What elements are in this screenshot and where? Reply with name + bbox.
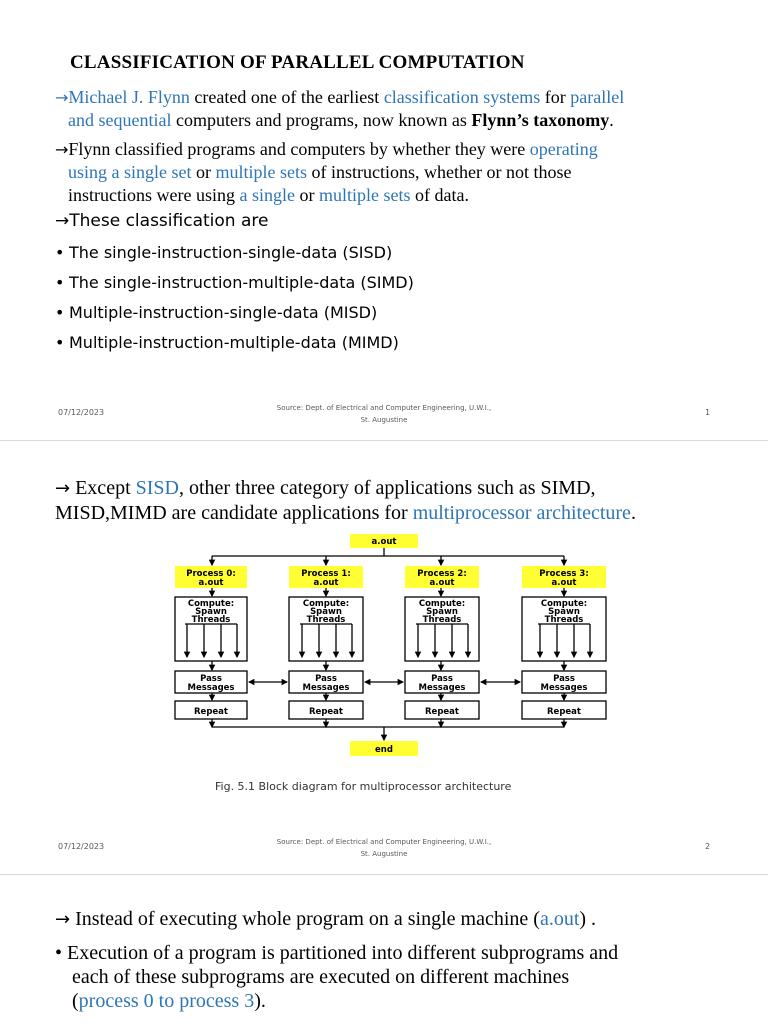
svg-text:Spawn: Spawn bbox=[310, 607, 342, 617]
svg-text:Pass: Pass bbox=[200, 674, 222, 684]
svg-text:Process 1:: Process 1: bbox=[301, 569, 351, 579]
svg-text:Messages: Messages bbox=[187, 683, 235, 693]
svg-text:Spawn: Spawn bbox=[195, 607, 227, 617]
svg-text:Compute:: Compute: bbox=[540, 599, 588, 609]
slide1-page-number: 1 bbox=[705, 408, 711, 417]
svg-text:Process 3:: Process 3: bbox=[539, 569, 589, 579]
svg-text:a.out: a.out bbox=[429, 578, 455, 588]
svg-text:Messages: Messages bbox=[302, 683, 350, 693]
slide1-date: 07/12/2023 bbox=[58, 408, 105, 417]
slide-divider bbox=[0, 440, 768, 441]
svg-text:Messages: Messages bbox=[418, 683, 466, 693]
svg-text:a.out: a.out bbox=[198, 578, 224, 588]
multiprocessor-block-diagram bbox=[160, 530, 610, 770]
svg-text:Repeat: Repeat bbox=[309, 707, 343, 717]
svg-text:Threads: Threads bbox=[544, 615, 584, 625]
svg-text:Repeat: Repeat bbox=[194, 707, 228, 717]
arrow-icon: → bbox=[55, 909, 71, 930]
flynn-classification-paragraph: →Flynn classified programs and computers by whether they were operating using a single set or multiple sets of instructions, whether or not those instructions were using a single or multiple sets of data. bbox=[55, 139, 598, 205]
svg-text:Compute:: Compute: bbox=[302, 599, 350, 609]
svg-text:Compute:: Compute: bbox=[418, 599, 466, 609]
svg-text:Repeat: Repeat bbox=[425, 707, 459, 717]
slide2-date: 07/12/2023 bbox=[58, 842, 105, 851]
svg-text:Repeat: Repeat bbox=[547, 707, 581, 717]
classification-intro: →These classification are bbox=[55, 211, 269, 231]
svg-text:Compute:: Compute: bbox=[187, 599, 235, 609]
aout-label: a.out bbox=[371, 537, 397, 547]
slide1-title: CLASSIFICATION OF PARALLEL COMPUTATION bbox=[70, 52, 525, 73]
svg-text:Threads: Threads bbox=[191, 615, 231, 625]
svg-text:a.out: a.out bbox=[551, 578, 577, 588]
svg-text:Threads: Threads bbox=[422, 615, 462, 625]
multiprocessor-paragraph: → Except SISD, other three category of applications such as SIMD, MISD,MIMD are candidate applications for multiprocessor architecture. bbox=[55, 477, 636, 524]
list-item: • The single-instruction-single-data (SISD) bbox=[55, 240, 414, 270]
svg-text:Pass: Pass bbox=[431, 674, 453, 684]
list-item: • Multiple-instruction-single-data (MISD) bbox=[55, 300, 414, 330]
slide2-page-number: 2 bbox=[705, 842, 711, 851]
end-label: end bbox=[375, 745, 393, 755]
flynn-intro-paragraph: →Michael J. Flynn created one of the earliest classification systems for parallel and sequential computers and programs, now known as Flynn’s taxonomy. bbox=[55, 87, 625, 130]
arrow-icon: → bbox=[55, 140, 69, 159]
svg-text:Process 0:: Process 0: bbox=[186, 569, 236, 579]
svg-text:a.out: a.out bbox=[313, 578, 339, 588]
arrow-icon: → bbox=[55, 478, 71, 499]
svg-text:Messages: Messages bbox=[540, 683, 588, 693]
svg-text:Process 2:: Process 2: bbox=[417, 569, 467, 579]
classification-list bbox=[55, 240, 414, 360]
svg-text:Spawn: Spawn bbox=[548, 607, 580, 617]
svg-text:Pass: Pass bbox=[315, 674, 337, 684]
list-item: • Multiple-instruction-multiple-data (MIMD) bbox=[55, 330, 414, 360]
execution-intro: → Instead of executing whole program on a single machine (a.out) . bbox=[55, 908, 597, 930]
arrow-icon: → bbox=[55, 211, 70, 231]
figure-caption: Fig. 5.1 Block diagram for multiprocessor architecture bbox=[215, 780, 512, 793]
partition-paragraph: • Execution of a program is partitioned into different subprograms and each of these subprograms are executed on different machines (process 0 to process 3). bbox=[55, 942, 619, 1012]
list-item: • The single-instruction-multiple-data (SIMD) bbox=[55, 270, 414, 300]
bullet-icon: • bbox=[55, 942, 63, 964]
svg-text:Pass: Pass bbox=[553, 674, 575, 684]
slide-divider bbox=[0, 874, 768, 875]
slide2-source: Source: Dept. of Electrical and Computer Engineering, U.W.I., St. Augustine bbox=[276, 838, 492, 858]
svg-text:Spawn: Spawn bbox=[426, 607, 458, 617]
arrow-icon: → bbox=[55, 88, 69, 107]
svg-text:Threads: Threads bbox=[306, 615, 346, 625]
slide1-source: Source: Dept. of Electrical and Computer Engineering, U.W.I., St. Augustine bbox=[276, 404, 492, 424]
